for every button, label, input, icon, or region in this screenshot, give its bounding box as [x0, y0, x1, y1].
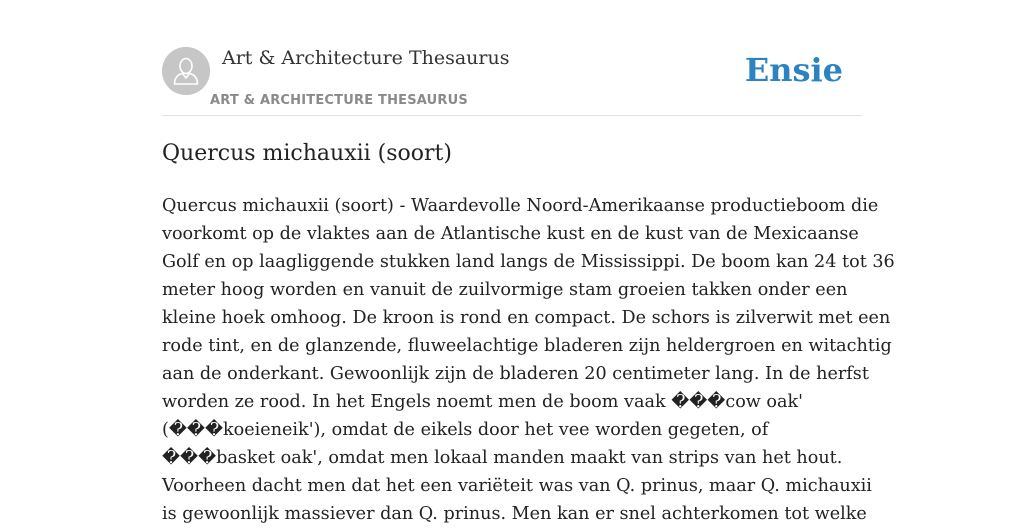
entry-title: Quercus michauxii (soort) [162, 141, 452, 166]
body-line: rode tint, en de glanzende, fluweelachtige bladeren zijn heldergroen en witachtig [162, 336, 892, 356]
source-subtitle[interactable]: ART & ARCHITECTURE THESAURUS [210, 93, 468, 108]
body-line: meter hoog worden en vanuit de zuilvormige stam groeien takken onder een [162, 280, 848, 300]
body-line: Golf en op laagliggende stukken land langs de Mississippi. De boom kan 24 tot 36 [162, 252, 895, 272]
source-header [162, 0, 862, 116]
source-title[interactable]: Art & Architecture Thesaurus [222, 47, 510, 69]
body-line: worden ze rood. In het Engels noemt men de boom vaak ���cow oak' [162, 392, 804, 412]
body-line: aan de onderkant. Gewoonlijk zijn de bladeren 20 centimeter lang. In de herfst [162, 364, 869, 384]
body-line: voorkomt op de vlaktes aan de Atlantische kust en de kust van de Mexicaanse [162, 224, 859, 244]
body-line: Quercus michauxii (soort) - Waardevolle Noord-Amerikaanse productieboom die [162, 196, 879, 216]
body-line: Voorheen dacht men dat het een variëteit was van Q. prinus, maar Q. michauxii [162, 476, 872, 496]
ensie-logo[interactable]: Ensie [744, 51, 843, 89]
user-avatar-icon[interactable] [162, 47, 210, 95]
body-line: kleine hoek omhoog. De kroon is rond en compact. De schors is zilverwit met een [162, 308, 891, 328]
entry-body [162, 192, 895, 528]
content-container [162, 0, 895, 524]
avatar-silhouette [162, 47, 210, 95]
body-line: is gewoonlijk massiever dan Q. prinus. Men kan er snel achterkomen tot welke [162, 504, 867, 524]
body-line: (���koeieneik'), omdat de eikels door het vee worden gegeten, of [162, 420, 769, 440]
body-line: ���basket oak', omdat men lokaal manden maakt van strips van het hout. [162, 448, 843, 468]
